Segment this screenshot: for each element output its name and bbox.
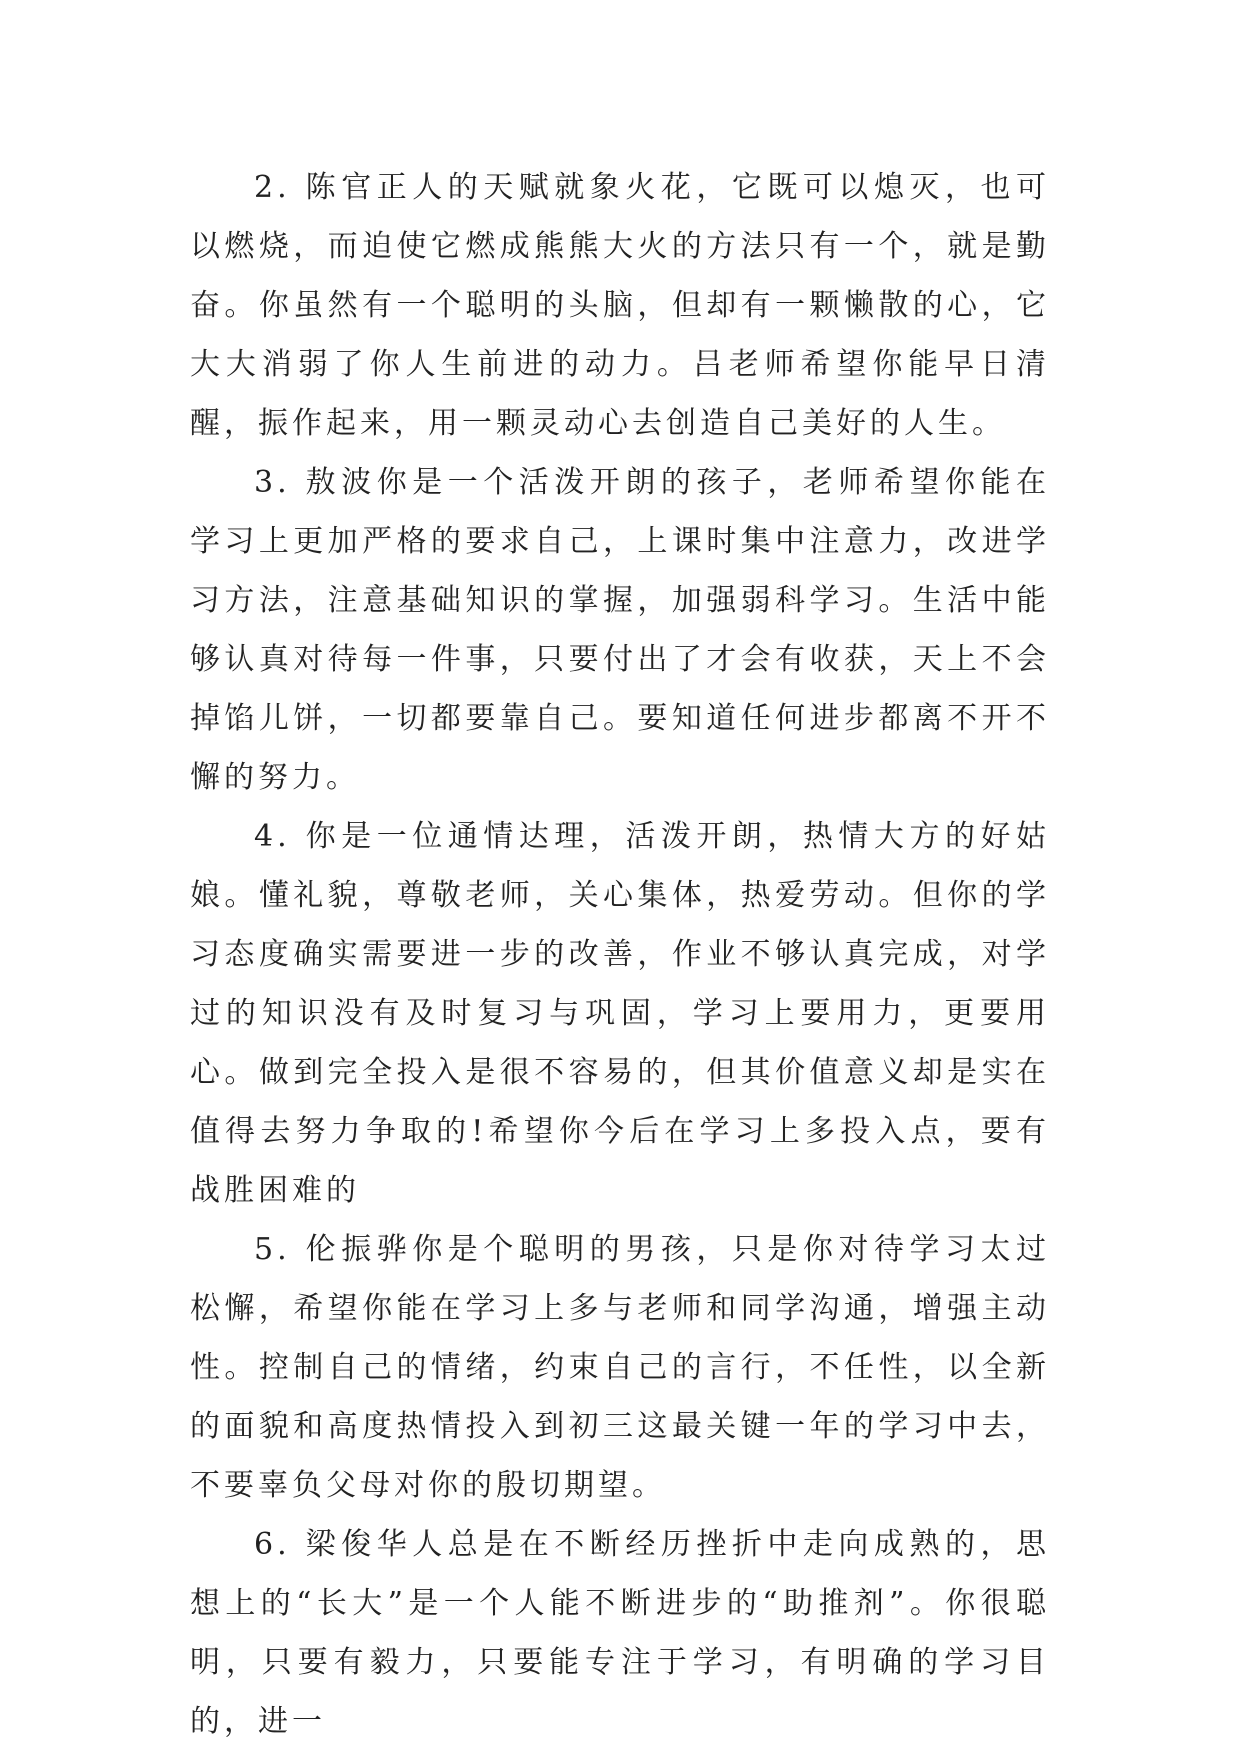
paragraph-2: 2. 陈官正人的天赋就象火花，它既可以熄灭，也可以燃烧，而迫使它燃成熊熊大火的方法只有一个，就是勤奋。你虽然有一个聪明的头脑，但却有一颗懒散的心，它大大消弱了你人生前进的动力。吕老师希望你能早日清醒，振作起来，用一颗灵动心去创造自己美好的人生。 bbox=[190, 170, 1050, 441]
paragraph-4: 4. 你是一位通情达理，活泼开朗，热情大方的好姑娘。懂礼貌，尊敬老师，关心集体，热爱劳动。但你的学习态度确实需要进一步的改善，作业不够认真完成，对学过的知识没有及时复习与巩固，学习上要用力，更要用心。做到完全投入是很不容易的，但其价值意义却是实在值得去努力争取的!希望你今后在学习上多投入点，要有战胜困难的 bbox=[190, 819, 1050, 1208]
paragraph-5: 5. 伦振骅你是个聪明的男孩，只是你对待学习太过松懈，希望你能在学习上多与老师和同学沟通，增强主动性。控制自己的情绪，约束自己的言行，不任性，以全新的面貌和高度热情投入到初三这最关键一年的学习中去，不要辜负父母对你的殷切期望。 bbox=[190, 1232, 1050, 1503]
paragraph-6: 6. 梁俊华人总是在不断经历挫折中走向成熟的，思想上的“长大”是一个人能不断进步的“助推剂”。你很聪明，只要有毅力，只要能专注于学习，有明确的学习目的，进一 bbox=[190, 1527, 1050, 1739]
paragraph-3: 3. 敖波你是一个活泼开朗的孩子，老师希望你能在学习上更加严格的要求自己，上课时集中注意力，改进学习方法，注意基础知识的掌握，加强弱科学习。生活中能够认真对待每一件事，只要付出了才会有收获，天上不会掉馅儿饼，一切都要靠自己。要知道任何进步都离不开不懈的努力。 bbox=[190, 465, 1050, 795]
document-body bbox=[190, 158, 1050, 1751]
